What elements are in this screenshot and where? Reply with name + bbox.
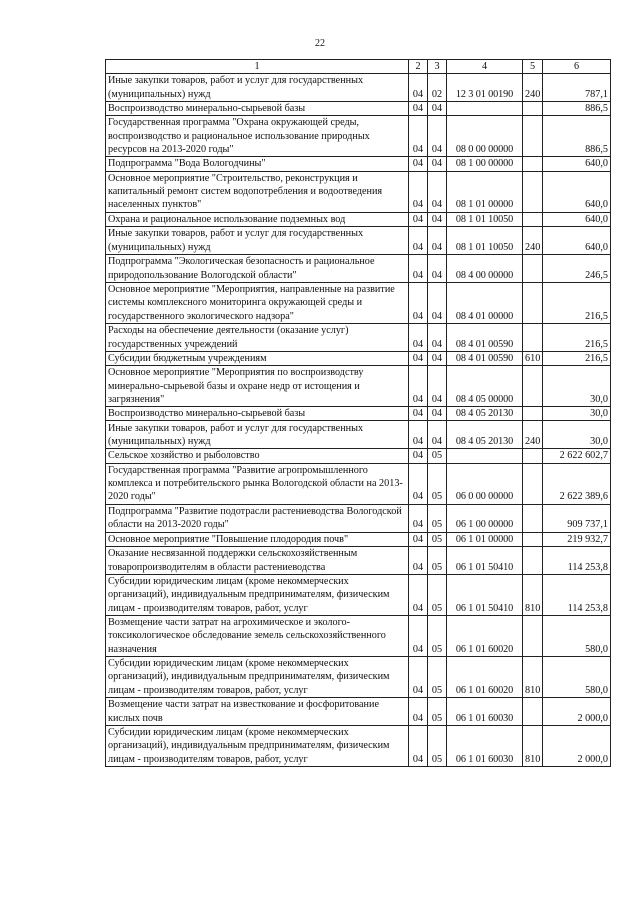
row-section-cell: 04 [409, 616, 428, 657]
row-subsection-cell: 04 [428, 171, 447, 212]
row-target-article-cell: 06 1 01 60030 [447, 726, 523, 767]
row-target-article-cell: 08 1 01 00000 [447, 171, 523, 212]
row-section-cell: 04 [409, 698, 428, 726]
row-subsection-cell: 05 [428, 657, 447, 698]
row-subsection-cell: 05 [428, 532, 447, 546]
row-amount-cell: 2 000,0 [543, 726, 611, 767]
table-row [106, 226, 611, 254]
row-target-article-cell: 08 4 05 20130 [447, 407, 523, 421]
row-expense-type-cell [523, 116, 543, 157]
table-row [106, 532, 611, 546]
page-number: 22 [315, 38, 325, 49]
table-body [106, 74, 611, 767]
table-row [106, 74, 611, 102]
row-section-cell: 04 [409, 351, 428, 365]
row-name-cell: Основное мероприятие "Повышение плодородия почв" [106, 532, 409, 546]
row-expense-type-cell [523, 282, 543, 323]
row-name-cell: Воспроизводство минерально-сырьевой базы [106, 407, 409, 421]
row-section-cell: 04 [409, 282, 428, 323]
row-expense-type-cell [523, 532, 543, 546]
table-header-row [106, 60, 611, 74]
row-target-article-cell: 08 1 00 00000 [447, 157, 523, 171]
row-target-article-cell [447, 449, 523, 463]
row-amount-cell: 216,5 [543, 351, 611, 365]
row-amount-cell: 216,5 [543, 323, 611, 351]
column-header-section: 2 [409, 60, 428, 74]
row-expense-type-cell [523, 698, 543, 726]
row-amount-cell: 640,0 [543, 212, 611, 226]
row-target-article-cell: 06 0 00 00000 [447, 463, 523, 504]
row-amount-cell: 580,0 [543, 616, 611, 657]
row-expense-type-cell: 810 [523, 575, 543, 616]
table-row [106, 254, 611, 282]
row-name-cell: Субсидии юридическим лицам (кроме некоммерческих организаций), индивидуальным предпринимателям, физическим лицам - производителям товаров, работ, услуг [106, 726, 409, 767]
row-amount-cell: 886,5 [543, 102, 611, 116]
row-subsection-cell: 05 [428, 698, 447, 726]
row-amount-cell: 2 000,0 [543, 698, 611, 726]
row-amount-cell: 219 932,7 [543, 532, 611, 546]
row-expense-type-cell [523, 212, 543, 226]
row-target-article-cell: 08 0 00 00000 [447, 116, 523, 157]
table-row [106, 449, 611, 463]
row-name-cell: Субсидии бюджетным учреждениям [106, 351, 409, 365]
table-row [106, 116, 611, 157]
column-header-amount: 6 [543, 60, 611, 74]
row-section-cell: 04 [409, 102, 428, 116]
row-subsection-cell: 04 [428, 226, 447, 254]
row-target-article-cell: 08 4 01 00000 [447, 282, 523, 323]
row-expense-type-cell [523, 366, 543, 407]
table-row [106, 547, 611, 575]
row-expense-type-cell: 240 [523, 74, 543, 102]
row-section-cell: 04 [409, 407, 428, 421]
row-expense-type-cell: 810 [523, 657, 543, 698]
row-expense-type-cell [523, 102, 543, 116]
row-name-cell: Подпрограмма "Экологическая безопасность и рациональное природопользование Вологодской области" [106, 254, 409, 282]
row-section-cell: 04 [409, 504, 428, 532]
row-expense-type-cell [523, 407, 543, 421]
row-section-cell: 04 [409, 226, 428, 254]
row-subsection-cell: 05 [428, 449, 447, 463]
row-target-article-cell: 12 3 01 00190 [447, 74, 523, 102]
row-section-cell: 04 [409, 323, 428, 351]
table-row [106, 421, 611, 449]
row-amount-cell: 909 737,1 [543, 504, 611, 532]
row-subsection-cell: 05 [428, 463, 447, 504]
row-amount-cell: 30,0 [543, 407, 611, 421]
row-amount-cell: 886,5 [543, 116, 611, 157]
table-row [106, 504, 611, 532]
budget-table [105, 59, 611, 767]
row-subsection-cell: 04 [428, 212, 447, 226]
row-section-cell: 04 [409, 532, 428, 546]
row-name-cell: Оказание несвязанной поддержки сельскохозяйственным товаропроизводителям в области растениеводства [106, 547, 409, 575]
row-name-cell: Основное мероприятие "Строительство, реконструкция и капитальный ремонт систем водопотребления и водоотведения населенных пунктов" [106, 171, 409, 212]
row-target-article-cell: 06 1 01 60020 [447, 616, 523, 657]
row-subsection-cell: 04 [428, 116, 447, 157]
row-amount-cell: 30,0 [543, 366, 611, 407]
row-expense-type-cell [523, 504, 543, 532]
row-name-cell: Сельское хозяйство и рыболовство [106, 449, 409, 463]
row-subsection-cell: 05 [428, 575, 447, 616]
row-target-article-cell: 06 1 01 60030 [447, 698, 523, 726]
row-subsection-cell: 04 [428, 407, 447, 421]
row-target-article-cell: 06 1 01 00000 [447, 532, 523, 546]
row-section-cell: 04 [409, 116, 428, 157]
table-row [106, 366, 611, 407]
column-header-name: 1 [106, 60, 409, 74]
row-amount-cell: 30,0 [543, 421, 611, 449]
row-target-article-cell: 08 4 05 20130 [447, 421, 523, 449]
row-section-cell: 04 [409, 463, 428, 504]
row-target-article-cell: 08 4 00 00000 [447, 254, 523, 282]
row-subsection-cell: 04 [428, 366, 447, 407]
row-subsection-cell: 04 [428, 157, 447, 171]
row-subsection-cell: 04 [428, 421, 447, 449]
row-target-article-cell [447, 102, 523, 116]
row-subsection-cell: 02 [428, 74, 447, 102]
row-section-cell: 04 [409, 74, 428, 102]
row-expense-type-cell [523, 254, 543, 282]
table-row [106, 157, 611, 171]
row-expense-type-cell [523, 157, 543, 171]
row-name-cell: Возмещение части затрат на известкование и фосфоритование кислых почв [106, 698, 409, 726]
row-expense-type-cell [523, 323, 543, 351]
row-amount-cell: 787,1 [543, 74, 611, 102]
table-row [106, 463, 611, 504]
table-row [106, 726, 611, 767]
row-target-article-cell: 08 4 01 00590 [447, 323, 523, 351]
table-row [106, 323, 611, 351]
row-subsection-cell: 05 [428, 616, 447, 657]
row-target-article-cell: 06 1 00 00000 [447, 504, 523, 532]
row-subsection-cell: 04 [428, 323, 447, 351]
row-target-article-cell: 08 4 05 00000 [447, 366, 523, 407]
row-section-cell: 04 [409, 366, 428, 407]
row-expense-type-cell: 240 [523, 226, 543, 254]
row-expense-type-cell [523, 449, 543, 463]
row-amount-cell: 246,5 [543, 254, 611, 282]
row-target-article-cell: 08 1 01 10050 [447, 212, 523, 226]
row-expense-type-cell [523, 463, 543, 504]
table-row [106, 657, 611, 698]
row-expense-type-cell: 240 [523, 421, 543, 449]
row-name-cell: Основное мероприятие "Мероприятия по воспроизводству минерально-сырьевой базы и охране недр от истощения и загрязнения" [106, 366, 409, 407]
row-section-cell: 04 [409, 449, 428, 463]
row-expense-type-cell [523, 616, 543, 657]
column-header-subsection: 3 [428, 60, 447, 74]
row-subsection-cell: 04 [428, 351, 447, 365]
table-row [106, 102, 611, 116]
row-amount-cell: 2 622 389,6 [543, 463, 611, 504]
row-amount-cell: 640,0 [543, 157, 611, 171]
row-section-cell: 04 [409, 171, 428, 212]
row-target-article-cell: 06 1 01 60020 [447, 657, 523, 698]
row-name-cell: Воспроизводство минерально-сырьевой базы [106, 102, 409, 116]
row-amount-cell: 114 253,8 [543, 575, 611, 616]
row-target-article-cell: 08 4 01 00590 [447, 351, 523, 365]
row-name-cell: Субсидии юридическим лицам (кроме некоммерческих организаций), индивидуальным предпринимателям, физическим лицам - производителям товаров, работ, услуг [106, 657, 409, 698]
table-row [106, 351, 611, 365]
column-header-target-article: 4 [447, 60, 523, 74]
row-section-cell: 04 [409, 421, 428, 449]
row-subsection-cell: 04 [428, 282, 447, 323]
row-amount-cell: 640,0 [543, 171, 611, 212]
row-name-cell: Основное мероприятие "Мероприятия, направленные на развитие системы комплексного мониторинга окружающей среды и государственного экологического надзора" [106, 282, 409, 323]
row-name-cell: Государственная программа "Охрана окружающей среды, воспроизводство и рациональное использование природных ресурсов на 2013-2020 годы" [106, 116, 409, 157]
table-row [106, 171, 611, 212]
row-section-cell: 04 [409, 726, 428, 767]
row-target-article-cell: 06 1 01 50410 [447, 575, 523, 616]
table-row [106, 616, 611, 657]
row-expense-type-cell: 810 [523, 726, 543, 767]
table-row [106, 282, 611, 323]
row-name-cell: Расходы на обеспечение деятельности (оказание услуг) государственных учреждений [106, 323, 409, 351]
row-subsection-cell: 05 [428, 547, 447, 575]
row-subsection-cell: 04 [428, 102, 447, 116]
row-target-article-cell: 08 1 01 10050 [447, 226, 523, 254]
row-target-article-cell: 06 1 01 50410 [447, 547, 523, 575]
row-name-cell: Субсидии юридическим лицам (кроме некоммерческих организаций), индивидуальным предпринимателям, физическим лицам - производителям товаров, работ, услуг [106, 575, 409, 616]
row-name-cell: Охрана и рациональное использование подземных вод [106, 212, 409, 226]
row-name-cell: Государственная программа "Развитие агропромышленного комплекса и потребительского рынка Вологодской области на 2013-2020 годы" [106, 463, 409, 504]
row-expense-type-cell [523, 171, 543, 212]
table-row [106, 212, 611, 226]
row-subsection-cell: 05 [428, 504, 447, 532]
row-subsection-cell: 04 [428, 254, 447, 282]
row-name-cell: Иные закупки товаров, работ и услуг для государственных (муниципальных) нужд [106, 421, 409, 449]
row-name-cell: Подпрограмма "Развитие подотрасли растениеводства Вологодской области на 2013-2020 годы" [106, 504, 409, 532]
row-section-cell: 04 [409, 575, 428, 616]
row-section-cell: 04 [409, 657, 428, 698]
row-expense-type-cell: 610 [523, 351, 543, 365]
row-section-cell: 04 [409, 157, 428, 171]
row-amount-cell: 2 622 602,7 [543, 449, 611, 463]
row-name-cell: Подпрограмма "Вода Вологодчины" [106, 157, 409, 171]
table-row [106, 698, 611, 726]
row-amount-cell: 580,0 [543, 657, 611, 698]
row-amount-cell: 216,5 [543, 282, 611, 323]
column-header-expense-type: 5 [523, 60, 543, 74]
table-row [106, 407, 611, 421]
row-subsection-cell: 05 [428, 726, 447, 767]
row-amount-cell: 640,0 [543, 226, 611, 254]
row-name-cell: Иные закупки товаров, работ и услуг для государственных (муниципальных) нужд [106, 226, 409, 254]
row-name-cell: Иные закупки товаров, работ и услуг для государственных (муниципальных) нужд [106, 74, 409, 102]
row-amount-cell: 114 253,8 [543, 547, 611, 575]
table-row [106, 575, 611, 616]
row-expense-type-cell [523, 547, 543, 575]
row-section-cell: 04 [409, 212, 428, 226]
row-section-cell: 04 [409, 254, 428, 282]
row-name-cell: Возмещение части затрат на агрохимическое и эколого-токсикологическое обследование земель сельскохозяйственного назначения [106, 616, 409, 657]
row-section-cell: 04 [409, 547, 428, 575]
